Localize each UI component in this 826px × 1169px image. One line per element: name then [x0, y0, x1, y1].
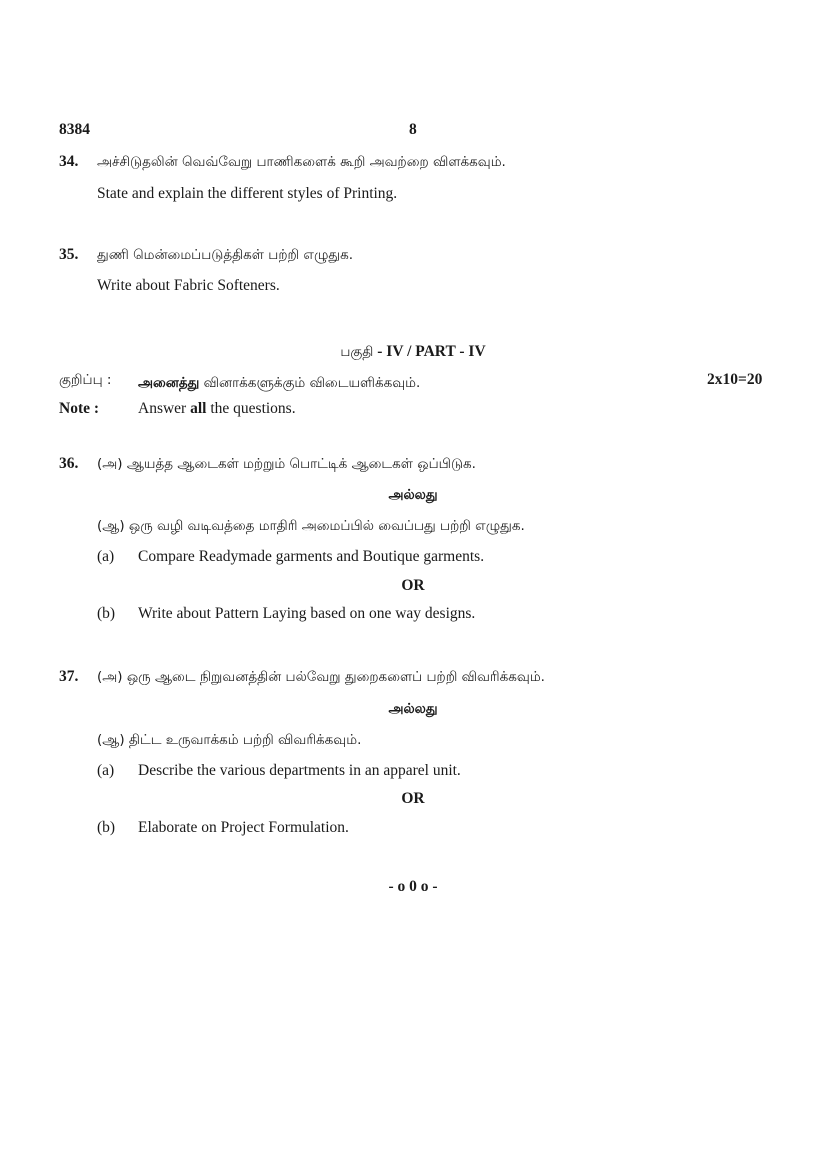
question-36-a-label: (a): [97, 548, 115, 565]
question-37-a-tamil-label: (அ): [97, 669, 123, 685]
question-35-english: Write about Fabric Softeners.: [97, 277, 280, 294]
note-english-post: the questions.: [206, 400, 296, 417]
end-mark: - o 0 o -: [388, 878, 438, 895]
question-37-b-tamil-label: (ஆ): [97, 732, 125, 748]
question-35-tamil: துணி மென்மைப்படுத்திகள் பற்றி எழுதுக.: [97, 247, 354, 263]
note-tamil: [138, 372, 420, 393]
question-34-tamil: அச்சிடுதலின் வெவ்வேறு பாணிகளைக் கூறி அவற்றை விளக்கவும்.: [97, 154, 506, 170]
part-heading-tamil: பகுதி: [340, 344, 374, 360]
page-number: 8: [409, 121, 417, 138]
note-english: [138, 400, 296, 418]
question-37-a-tamil-text: ஒரு ஆடை நிறுவனத்தின் பல்வேறு துறைகளைப் பற்றி விவரிக்கவும்.: [126, 669, 545, 685]
question-36-b-tamil: [97, 518, 525, 536]
question-36-a-tamil-label: (அ): [97, 456, 123, 472]
part-heading-english: - IV / PART - IV: [373, 343, 486, 360]
question-37-a-tamil: [97, 669, 545, 687]
note-tamil-rest: வினாக்களுக்கும் விடையளிக்கவும்.: [199, 375, 421, 391]
question-37-or-tamil: அல்லது: [388, 701, 438, 717]
question-36-a-tamil: [97, 456, 476, 474]
question-37-b-tamil: [97, 732, 361, 750]
note-english-pre: Answer: [138, 400, 191, 417]
question-37-b-tamil-text: திட்ட உருவாக்கம் பற்றி விவரிக்கவும்.: [128, 732, 362, 748]
question-number-34: 34.: [59, 153, 79, 170]
part-heading: [0, 341, 826, 362]
question-36-or-english: OR: [401, 577, 425, 594]
question-36-a-tamil-text: ஆயத்த ஆடைகள் மற்றும் பொட்டிக் ஆடைகள் ஒப்பிடுக.: [126, 456, 476, 472]
question-36-b-label: (b): [97, 605, 116, 622]
question-37-a-label: (a): [97, 762, 115, 779]
note-tamil-bold: அனைத்து: [138, 375, 200, 391]
marks-scheme: 2x10=20: [707, 371, 763, 388]
note-label-tamil: குறிப்பு :: [59, 372, 112, 388]
question-34-english: State and explain the different styles of Printing.: [97, 185, 398, 202]
note-english-bold: all: [190, 400, 207, 417]
question-36-b-tamil-text: ஒரு வழி வடிவத்தை மாதிரி அமைப்பில் வைப்பது பற்றி எழுதுக.: [128, 518, 525, 534]
question-37-a-english: Describe the various departments in an apparel unit.: [138, 762, 461, 779]
question-36-or-tamil: அல்லது: [388, 487, 438, 503]
question-37-b-english: Elaborate on Project Formulation.: [138, 819, 349, 836]
question-number-35: 35.: [59, 246, 79, 263]
question-37-or-english: OR: [401, 790, 425, 807]
question-36-a-english: Compare Readymade garments and Boutique garments.: [138, 548, 485, 565]
paper-code: 8384: [59, 121, 90, 138]
question-36-b-english: Write about Pattern Laying based on one way designs.: [138, 605, 476, 622]
question-number-36: 36.: [59, 455, 79, 472]
note-label-english: Note :: [59, 400, 100, 417]
question-number-37: 37.: [59, 668, 79, 685]
question-37-b-label: (b): [97, 819, 116, 836]
question-36-b-tamil-label: (ஆ): [97, 518, 125, 534]
